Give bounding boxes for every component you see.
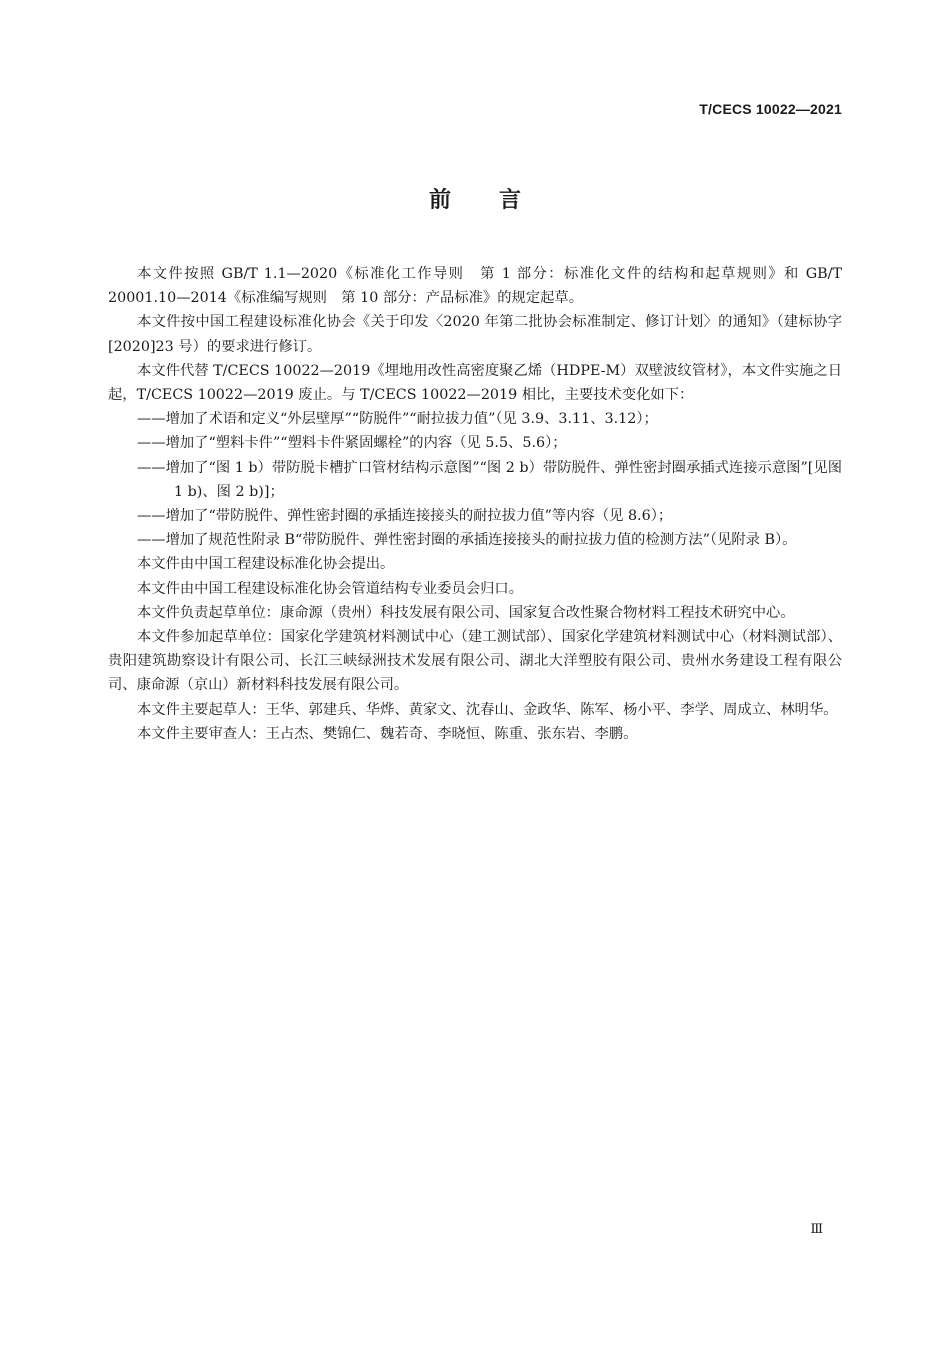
change-item: ——增加了“塑料卡件”“塑料卡件紧固螺栓”的内容（见 5.5、5.6）；	[137, 435, 567, 452]
page-number: Ⅲ	[810, 1222, 823, 1237]
change-item: ——增加了规范性附录 B“带防脱件、弹性密封圈的承插连接接头的耐拉拔力值的检测方法”（见附录 B）。	[137, 532, 797, 549]
change-item: ——增加了“图 1 b）带防脱卡槽扩口管材结构示意图”“图 2 b）带防脱件、弹性密封圈承插式连接示意图”[见图 1 b)、图 2 b)]；	[137, 459, 842, 500]
paragraph-main-reviewers: 本文件主要审查人：王占杰、樊锦仁、魏若奇、李晓恒、陈重、张东岩、李鹏。	[137, 725, 638, 742]
paragraph-proposer: 本文件由中国工程建设标准化协会提出。	[137, 556, 395, 573]
paragraph-replacement: 本文件代替 T/CECS 10022—2019《埋地用改性高密度聚乙烯（HDPE-M）双壁波纹管材》，本文件实施之日起，T/CECS 10022—2019 废止。与 T/CECS 10022—2019 相比，主要技术变化如下：	[108, 362, 842, 404]
change-item: ——增加了“带防脱件、弹性密封圈的承插连接接头的耐拉拔力值”等内容（见 8.6）；	[137, 508, 673, 525]
foreword-body	[108, 262, 842, 746]
paragraph-main-drafters: 本文件主要起草人：王华、郭建兵、华烨、黄家文、沈春山、金政华、陈军、杨小平、李学、周成立、林明华。	[137, 701, 838, 718]
paragraph-lead-drafter: 本文件负责起草单位：康命源（贵州）科技发展有限公司、国家复合改性聚合物材料工程技术研究中心。	[137, 604, 795, 621]
paragraph-participating-units: 本文件参加起草单位：国家化学建筑材料测试中心（建工测试部）、国家化学建筑材料测试中心（材料测试部）、贵阳建筑勘察设计有限公司、长江三峡绿洲技术发展有限公司、湖北大洋塑胶有限公司、贵州水务建设工程有限公司、康命源（京山）新材料科技发展有限公司。	[108, 629, 842, 694]
paragraph-revision-basis: 本文件按中国工程建设标准化协会《关于印发〈2020 年第二批协会标准制定、修订计划〉的通知》（建标协字[2020]23 号）的要求进行修订。	[108, 314, 842, 355]
paragraph-administrator: 本文件由中国工程建设标准化协会管道结构专业委员会归口。	[137, 580, 524, 597]
standard-code: T/CECS 10022—2021	[699, 101, 842, 117]
change-item: ——增加了术语和定义“外层壁厚”“防脱件”“耐拉拔力值”（见 3.9、3.11、3.12）；	[137, 411, 658, 428]
page-title: 前言	[428, 188, 569, 213]
paragraph-drafting-rules: 本文件按照 GB/T 1.1—2020《标准化工作导则 第 1 部分：标准化文件的结构和起草规则》和 GB/T 20001.10—2014《标准编写规则 第 10 部分：产品标准》的规定起草。	[108, 266, 842, 307]
